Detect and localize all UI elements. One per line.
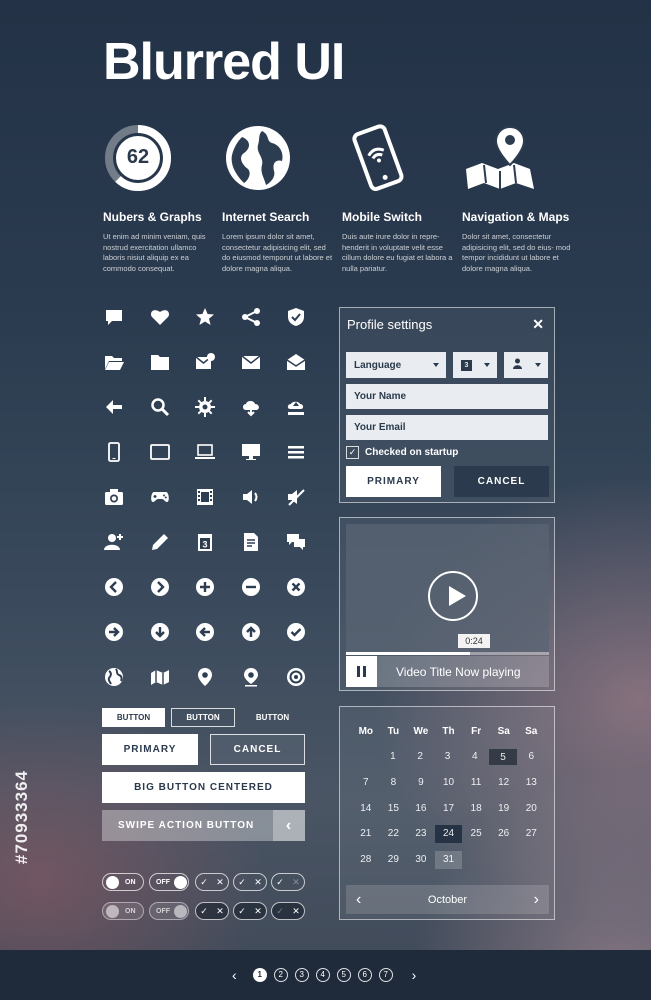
language-select[interactable] <box>346 352 446 378</box>
calendar-day[interactable]: 20 <box>525 802 537 814</box>
feature-heading: Navigation & Maps <box>462 210 570 224</box>
toggle-knob <box>174 876 187 889</box>
check-cross-segment-dark[interactable] <box>233 902 267 920</box>
mute-icon[interactable] <box>284 485 308 509</box>
calendar-day <box>462 851 490 869</box>
swipe-action-button[interactable]: SWIPE ACTION BUTTON <box>102 810 273 841</box>
calendar-day[interactable]: 30 <box>415 854 427 866</box>
calendar-day[interactable]: 7 <box>363 776 369 788</box>
chevron-right-circle-icon[interactable] <box>148 575 172 599</box>
language-select-value: Language <box>354 359 402 371</box>
calendar-day[interactable]: 6 <box>528 751 535 762</box>
close-circle-icon[interactable] <box>284 575 308 599</box>
page-title: Blurred UI <box>103 33 345 91</box>
chevron-left-circle-icon[interactable] <box>102 575 126 599</box>
page-button[interactable]: 4 <box>316 968 330 982</box>
camera-icon[interactable] <box>102 485 126 509</box>
map-icon[interactable] <box>148 665 172 689</box>
close-icon[interactable]: ✕ <box>254 877 262 887</box>
video-controls <box>346 656 549 687</box>
name-field[interactable]: Your Name <box>346 384 548 409</box>
mail-icon[interactable] <box>239 350 263 374</box>
feature-heading: Internet Search <box>222 210 310 224</box>
big-centered-button[interactable]: BIG BUTTON CENTERED <box>102 772 305 803</box>
weekday-label: Sa <box>525 726 538 737</box>
primary-button[interactable]: PRIMARY <box>346 466 441 497</box>
mail-open-icon[interactable] <box>284 350 308 374</box>
toggle-on[interactable] <box>102 873 144 891</box>
calendar-week <box>352 800 545 818</box>
calendar-weekdays <box>352 723 545 741</box>
feature-text: Duis aute irure dolor in repre- henderit in voluptate velit esse cillum dolore eu fugiat et labora a nulla pariatur. <box>342 232 453 273</box>
calendar-month-nav <box>346 885 549 914</box>
calendar-day[interactable]: 8 <box>390 776 397 788</box>
calendar-day[interactable]: 13 <box>525 776 537 788</box>
close-icon[interactable]: ✕ <box>292 877 300 887</box>
cancel-button-large[interactable]: CANCEL <box>210 734 305 765</box>
toggle-knob <box>106 876 119 889</box>
tablet-icon[interactable] <box>148 440 172 464</box>
arrow-down-circle-icon[interactable] <box>148 620 172 644</box>
weekday-label: Tu <box>387 726 400 737</box>
page-button[interactable]: 5 <box>337 968 351 982</box>
close-icon[interactable]: ✕ <box>254 906 262 916</box>
check-icon[interactable]: ✓ <box>238 906 246 916</box>
feature-numbers-graphs <box>103 118 215 274</box>
calendar-day[interactable]: 26 <box>498 828 510 840</box>
feature-navigation-maps <box>462 118 574 274</box>
user-select[interactable] <box>504 352 548 378</box>
profile-settings-panel <box>339 307 555 503</box>
toggle-knob <box>174 905 187 918</box>
toggle-label: ON <box>125 907 136 915</box>
startup-checkbox[interactable]: ✓ <box>346 446 359 459</box>
phone-icon[interactable] <box>102 440 126 464</box>
calendar-day[interactable]: 4 <box>471 751 478 762</box>
video-progress-fill <box>346 652 470 655</box>
feature-text: Lorem ipsum dolor sit amet, consectetur adipisicing elit, sed do eiusmod temporut ut labore et dolore magna aliqua. <box>222 232 333 273</box>
search-icon[interactable] <box>148 395 172 419</box>
check-cross-segment[interactable] <box>195 873 229 891</box>
feature-text: Ut enim ad minim veniam, quis nostrud exercitation ullamco laboris nisiut aliquip ex ea commodo consequat. <box>103 232 206 273</box>
check-cross-segment-dark[interactable] <box>271 902 305 920</box>
arrow-up-circle-icon[interactable] <box>239 620 263 644</box>
calendar-day[interactable]: 29 <box>387 854 399 866</box>
gauge-value: 62 <box>126 146 150 168</box>
toggle-label: OFF <box>156 878 170 886</box>
video-screen[interactable] <box>346 524 549 652</box>
page-button[interactable]: 2 <box>274 968 288 982</box>
pause-icon[interactable] <box>346 656 377 687</box>
user-icon <box>512 358 523 372</box>
check-icon[interactable]: ✓ <box>238 877 246 887</box>
folder-icon[interactable] <box>148 350 172 374</box>
calendar-week <box>352 774 545 792</box>
startup-checkbox-label: Checked on startup <box>365 447 459 458</box>
calendar-day[interactable]: 1 <box>390 751 396 762</box>
arrow-left-icon[interactable] <box>102 395 126 419</box>
calendar-day[interactable]: 3 <box>444 751 451 762</box>
calendar-icon: 3 <box>461 360 472 371</box>
location-pin-icon[interactable] <box>193 665 217 689</box>
film-icon[interactable] <box>193 485 217 509</box>
page-button[interactable]: 1 <box>253 968 267 982</box>
folder-open-icon[interactable] <box>102 350 126 374</box>
calendar-month: October <box>427 893 468 906</box>
calendar-day <box>490 851 518 869</box>
calendar-day[interactable]: 22 <box>387 828 399 840</box>
check-circle-icon[interactable] <box>284 620 308 644</box>
page-button[interactable]: 3 <box>295 968 309 982</box>
page-button[interactable]: 7 <box>379 968 393 982</box>
check-icon[interactable]: ✓ <box>200 877 208 887</box>
arrow-left-circle-icon[interactable] <box>193 620 217 644</box>
calendar-day <box>517 851 545 869</box>
weekday-label: Fr <box>471 726 482 737</box>
upload-icon[interactable] <box>284 395 308 419</box>
feature-text: Dolor sit amet, consectetur adipisicing elit, sed do eius- mod tempor incididunt ut labore et dolore magna aliqua. <box>462 232 571 273</box>
gauge-icon <box>103 118 215 198</box>
document-icon[interactable] <box>239 530 263 554</box>
chevron-right-icon[interactable]: › <box>533 890 539 908</box>
desktop-icon[interactable] <box>239 440 263 464</box>
calendar-day[interactable]: 17 <box>442 802 455 814</box>
calendar-week <box>352 825 545 843</box>
toggle-off-disabled[interactable] <box>149 902 189 920</box>
calendar-day[interactable]: 2 <box>417 751 423 762</box>
calendar-day[interactable]: 24 <box>435 825 463 843</box>
pagination <box>232 968 416 982</box>
gear-icon[interactable] <box>193 395 217 419</box>
mail-notification-icon[interactable] <box>193 350 217 374</box>
shield-check-icon[interactable] <box>284 305 308 329</box>
calendar-day[interactable]: 9 <box>418 776 424 788</box>
calendar-week <box>352 851 545 869</box>
weekday-label: Mo <box>358 726 374 737</box>
globe-small-icon[interactable] <box>102 665 126 689</box>
calendar-day[interactable]: 16 <box>415 802 427 814</box>
small-button-filled[interactable]: BUTTON <box>102 708 165 727</box>
panel-title: Profile settings <box>347 317 433 332</box>
chevron-left-icon[interactable]: ‹ <box>273 810 305 841</box>
arrow-right-circle-icon[interactable] <box>102 620 126 644</box>
toggle-label: ON <box>125 878 136 886</box>
feature-internet-search <box>222 118 334 274</box>
close-icon[interactable]: ✕ <box>216 877 224 887</box>
minus-circle-icon[interactable] <box>239 575 263 599</box>
calendar-day[interactable]: 18 <box>470 802 482 814</box>
location-pin-alt-icon[interactable] <box>239 665 263 689</box>
map-pin-icon <box>462 118 574 198</box>
calendar-week <box>352 748 545 766</box>
gamepad-icon[interactable] <box>148 485 172 509</box>
chevron-right-icon[interactable]: › <box>411 967 417 983</box>
feature-mobile-switch <box>342 118 454 274</box>
play-icon[interactable] <box>428 571 478 621</box>
globe-icon <box>222 118 334 198</box>
calendar-day[interactable]: 27 <box>525 828 537 840</box>
calendar-day[interactable]: 5 <box>488 748 517 766</box>
calendar-day[interactable]: 23 <box>415 828 427 840</box>
calendar-day <box>352 748 379 766</box>
heart-icon[interactable] <box>148 305 172 329</box>
check-icon[interactable]: ✓ <box>200 906 208 916</box>
watermark-id: #70933364 <box>12 770 31 865</box>
chat-bubble-icon[interactable] <box>102 305 126 329</box>
calendar-day[interactable]: 15 <box>387 802 399 814</box>
calendar-day[interactable]: 19 <box>498 802 510 814</box>
toggle-label: OFF <box>156 907 170 915</box>
calendar-day[interactable]: 25 <box>470 828 482 840</box>
calendar-day[interactable]: 21 <box>360 828 372 840</box>
target-icon[interactable] <box>284 665 308 689</box>
chat-icon[interactable] <box>284 530 308 554</box>
add-user-icon[interactable] <box>102 530 126 554</box>
cancel-button[interactable]: CANCEL <box>454 466 549 497</box>
check-icon[interactable]: ✓ <box>276 906 284 916</box>
calendar-day[interactable]: 31 <box>435 851 463 869</box>
menu-icon[interactable] <box>284 440 308 464</box>
check-cross-segment[interactable] <box>233 873 267 891</box>
chevron-down-icon <box>433 363 439 367</box>
share-icon[interactable] <box>239 305 263 329</box>
cloud-download-icon[interactable] <box>239 395 263 419</box>
calendar-day[interactable]: 12 <box>498 776 510 788</box>
page-button[interactable]: 6 <box>358 968 372 982</box>
calendar-icon[interactable] <box>193 530 217 554</box>
check-cross-segment[interactable] <box>271 873 305 891</box>
close-icon[interactable]: ✕ <box>216 906 224 916</box>
close-icon[interactable]: ✕ <box>292 906 300 916</box>
video-time-tooltip: 0:24 <box>458 634 490 648</box>
calendar-day[interactable]: 14 <box>360 802 372 814</box>
calendar-select[interactable] <box>453 352 497 378</box>
check-icon[interactable]: ✓ <box>276 877 284 887</box>
mobile-wifi-icon <box>342 118 454 198</box>
feature-heading: Mobile Switch <box>342 210 423 224</box>
toggle-off[interactable] <box>149 873 189 891</box>
video-progress-bar[interactable] <box>346 652 549 655</box>
icon-grid <box>100 305 320 685</box>
chevron-down-icon <box>535 363 541 367</box>
weekday-label: Th <box>442 726 455 737</box>
chevron-left-icon[interactable]: ‹ <box>232 967 237 983</box>
star-icon[interactable] <box>193 305 217 329</box>
toggle-on-disabled[interactable] <box>102 902 144 920</box>
small-button-text[interactable]: BUTTON <box>255 713 290 722</box>
video-title: Video Title Now playing <box>396 665 521 679</box>
weekday-label: Sa <box>497 726 510 737</box>
volume-icon[interactable] <box>239 485 263 509</box>
video-player <box>339 517 555 691</box>
chevron-left-icon[interactable]: ‹ <box>356 890 362 908</box>
toggle-knob <box>106 905 119 918</box>
svg-text:3: 3 <box>202 539 208 550</box>
pencil-icon[interactable] <box>148 530 172 554</box>
primary-button-large[interactable]: PRIMARY <box>102 734 198 765</box>
feature-heading: Nubers & Graphs <box>103 210 202 224</box>
close-icon[interactable]: ✕ <box>532 316 544 332</box>
plus-circle-icon[interactable] <box>193 575 217 599</box>
calendar-day[interactable]: 11 <box>470 776 482 788</box>
calendar-day[interactable]: 28 <box>360 854 372 866</box>
weekday-label: We <box>413 726 429 737</box>
email-field[interactable]: Your Email <box>346 415 548 440</box>
small-button-outline[interactable]: BUTTON <box>171 708 235 727</box>
calendar-day[interactable]: 10 <box>442 776 455 788</box>
calendar-widget <box>339 706 555 920</box>
laptop-icon[interactable] <box>193 440 217 464</box>
check-cross-segment-dark[interactable] <box>195 902 229 920</box>
chevron-down-icon <box>484 363 490 367</box>
